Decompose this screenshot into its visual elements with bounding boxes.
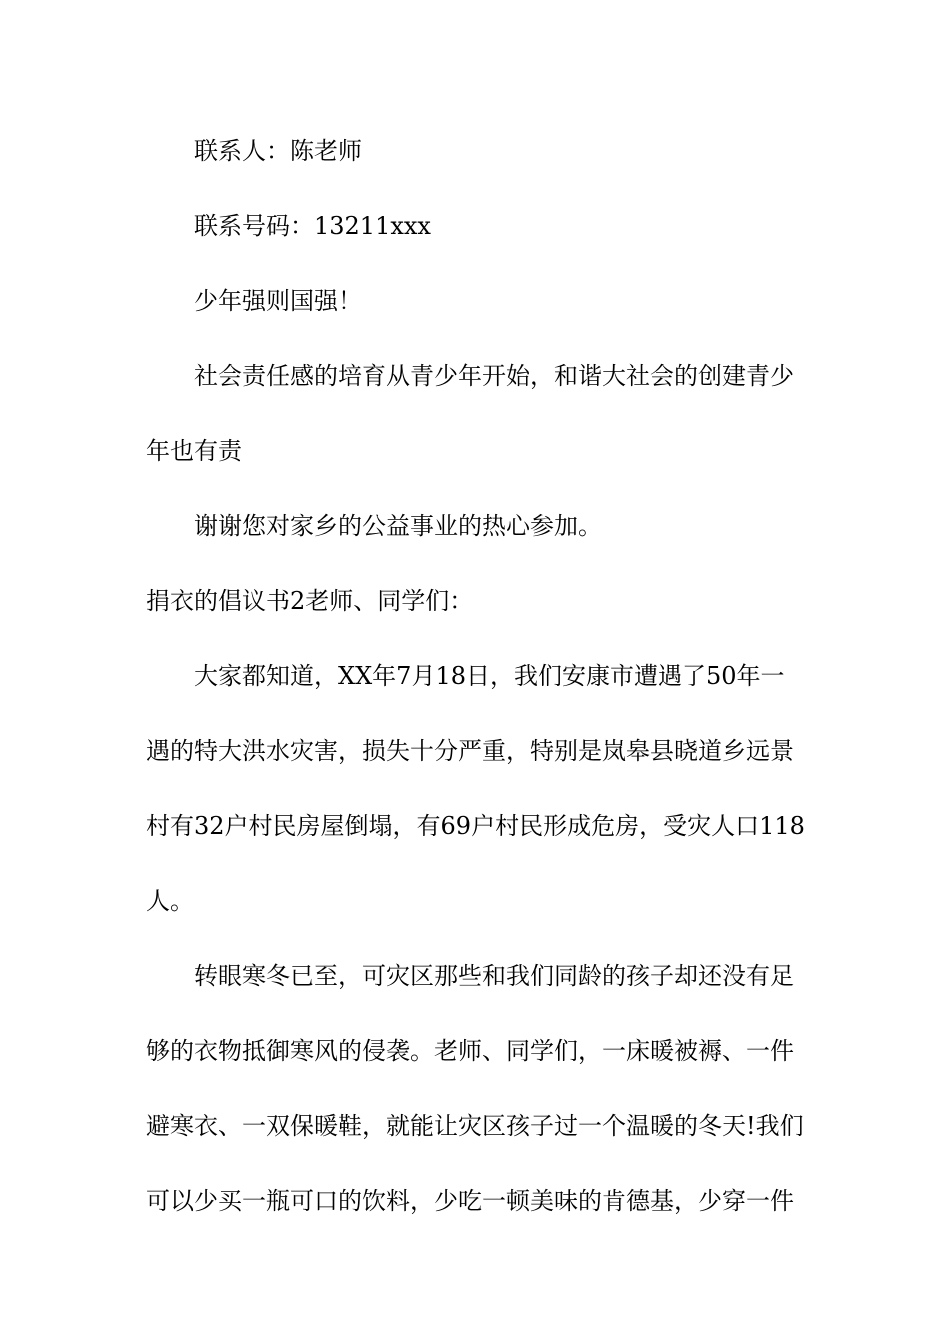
paragraph-line: 可以少买一瓶可口的饮料，少吃一顿美味的肯德基，少穿一件 [146, 1187, 794, 1215]
slogan-line: 少年强则国强！ [194, 287, 362, 315]
paragraph-line: 避寒衣、一双保暖鞋，就能让灾区孩子过一个温暖的冬天!我们 [146, 1112, 804, 1140]
section-heading: 捐衣的倡议书2老师、同学们： [146, 587, 474, 615]
contact-person-line: 联系人：陈老师 [194, 137, 362, 165]
paragraph-line: 够的衣物抵御寒风的侵袭。老师、同学们，一床暖被褥、一件 [146, 1037, 794, 1065]
paragraph-line: 社会责任感的培育从青少年开始，和谐大社会的创建青少 [194, 362, 794, 390]
contact-phone-line: 联系号码：13211xxx [194, 212, 431, 240]
paragraph-line: 谢谢您对家乡的公益事业的热心参加。 [194, 512, 602, 540]
paragraph-line: 转眼寒冬已至，可灾区那些和我们同龄的孩子却还没有足 [194, 962, 794, 990]
paragraph-line: 大家都知道，XX年7月18日，我们安康市遭遇了50年一 [194, 662, 785, 690]
paragraph-line: 年也有责 [146, 437, 242, 465]
paragraph-line: 遇的特大洪水灾害，损失十分严重，特别是岚皋县晓道乡远景 [146, 737, 794, 765]
paragraph-line: 人。 [146, 887, 194, 915]
paragraph-line: 村有32户村民房屋倒塌，有69户村民形成危房，受灾人口118 [146, 812, 805, 840]
